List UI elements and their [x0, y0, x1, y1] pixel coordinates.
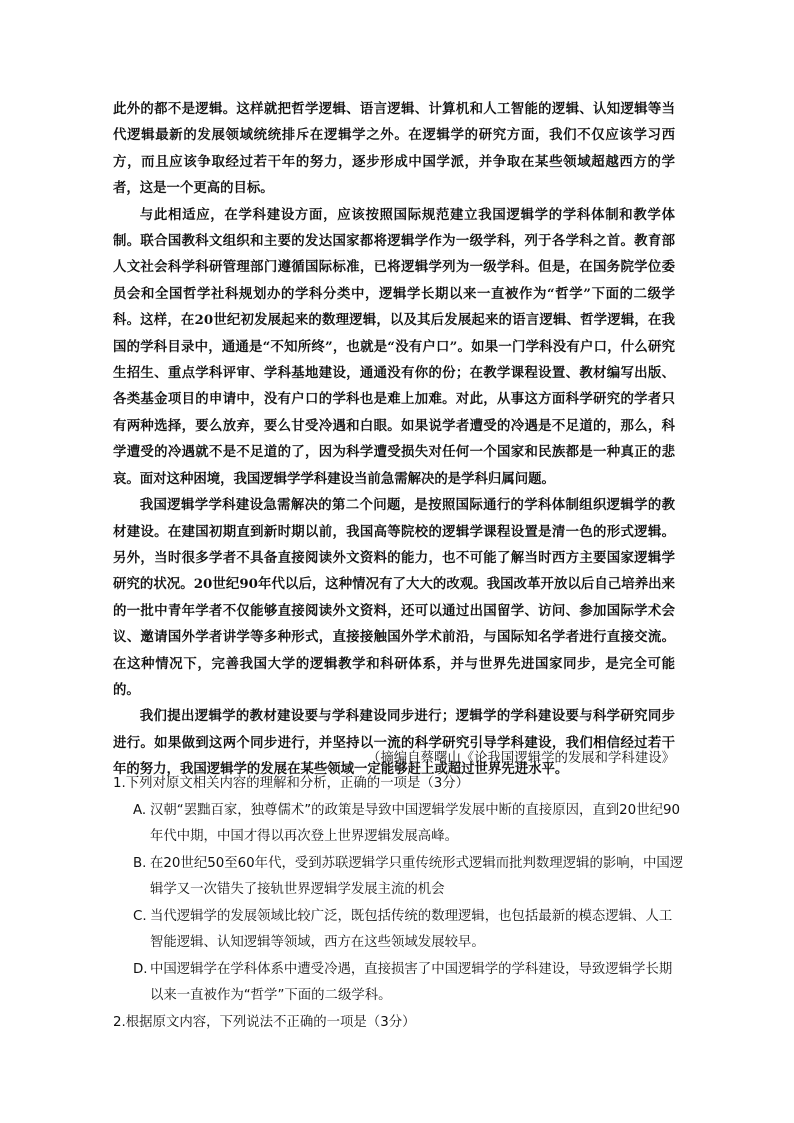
option-c	[133, 904, 685, 957]
option-letter: B.	[133, 855, 147, 871]
paragraph-4: 我们提出逻辑学的教材建设要与学科建设同步进行；逻辑学的学科建设要与科学研究同步进行。如果做到这两个同步进行，并坚持以一流的科学研究引导学科建设，我们相信经过若干年的努力，我国逻辑学的发展在某些领域一定能够赶上或超过世界先进水平。	[113, 708, 675, 778]
passage	[113, 96, 675, 783]
source-citation: （摘编自蔡曙山《论我国逻辑学的发展和学科建设》	[367, 751, 675, 766]
paragraph-2: 与此相适应，在学科建设方面，应该按照国际规范建立我国逻辑学的学科体制和教学体制。联合国教科文组织和主要的发达国家都将逻辑学作为一级学科，列于各学科之首。教育部人文社会科学科研管理部门遵循国际标准，已将逻辑学列为一级学科。但是，在国务院学位委员会和全国哲学社科规划办的学科分类中，逻辑学长期以来一直被作为“哲学”下面的二级学科。这样，在20世纪初发展起来的数理逻辑，以及其后发展起来的语言逻辑、哲学逻辑，在我国的学科目录中，通通是“不知所终”，也就是“没有户口”。如果一门学科没有户口，什么研究生招生、重点学科评审、学科基地建设，通通没有你的份；在教学课程设置、教材编写出版、各类基金项目的申请中，没有户口的学科也是难上加难。对此，从事这方面科学研究的学者只有两种选择，要么放弃，要么甘受冷遇和白眼。如果说学者遭受的冷遇是不足道的，那么，科学遭受的冷遇就不是不足道的了，因为科学遭受损失对任何一个国家和民族都是一种真正的悲哀。面对这种困境，我国逻辑学学科建设当前急需解决的是学科归属问题。	[113, 206, 675, 487]
option-letter: D.	[133, 961, 148, 977]
option-letter: C.	[133, 908, 147, 924]
question-stem: 2.根据原文内容，下列说法不正确的一项是（3分）	[113, 1014, 416, 1030]
question-1	[113, 771, 685, 1010]
questions-section	[113, 771, 685, 1036]
option-d	[133, 957, 685, 1010]
option-text: 汉朝“罢黜百家，独尊儒术”的政策是导致中国逻辑学发展中断的直接原因，直到20世纪90年代中期，中国才得以再次登上世界逻辑发展高峰。	[150, 802, 681, 844]
option-text: 中国逻辑学在学科体系中遭受冷遇，直接损害了中国逻辑学的学科建设，导致逻辑学长期以来一直被作为“哲学”下面的二级学科。	[150, 961, 673, 1003]
option-b	[133, 851, 685, 904]
paragraph-1-continued: 此外的都不是逻辑。这样就把哲学逻辑、语言逻辑、计算机和人工智能的逻辑、认知逻辑等当代逻辑最新的发展领域统统排斥在逻辑学之外。在逻辑学的研究方面，我们不仅应该学习西方，而且应该争取经过若干年的努力，逐步形成中国学派，并争取在某些领域超越西方的学者，这是一个更高的目标。	[113, 101, 675, 197]
paragraph-3: 我国逻辑学学科建设急需解决的第二个问题，是按照国际通行的学科体制组织逻辑学的教材建设。在建国初期直到新时期以前，我国高等院校的逻辑学课程设置是清一色的形式逻辑。另外，当时很多学者不具备直接阅读外文资料的能力，也不可能了解当时西方主要国家逻辑学研究的状况。20世纪90年代以后，这种情况有了大大的改观。我国改革开放以后自己培养出来的一批中青年学者不仅能够直接阅读外文资料，还可以通过出国留学、访问、参加国际学术会议、邀请国外学者讲学等多种形式，直接接触国外学术前沿，与国际知名学者进行直接交流。在这种情况下，完善我国大学的逻辑教学和科研体系，并与世界先进国家同步，是完全可能的。	[113, 497, 675, 698]
option-a	[133, 798, 685, 851]
option-letter: A.	[133, 802, 147, 818]
question-2	[113, 1010, 685, 1037]
option-text: 在20世纪50至60年代，受到苏联逻辑学只重传统形式逻辑而批判数理逻辑的影响，中国逻辑学又一次错失了接轨世界逻辑学发展主流的机会	[150, 855, 684, 897]
option-text: 当代逻辑学的发展领域比较广泛，既包括传统的数理逻辑，也包括最新的模态逻辑、人工智能逻辑、认知逻辑等领域，西方在这些领域发展较早。	[150, 908, 673, 950]
question-stem: 1.下列对原文相关内容的理解和分析，正确的一项是（3分）	[113, 776, 470, 791]
